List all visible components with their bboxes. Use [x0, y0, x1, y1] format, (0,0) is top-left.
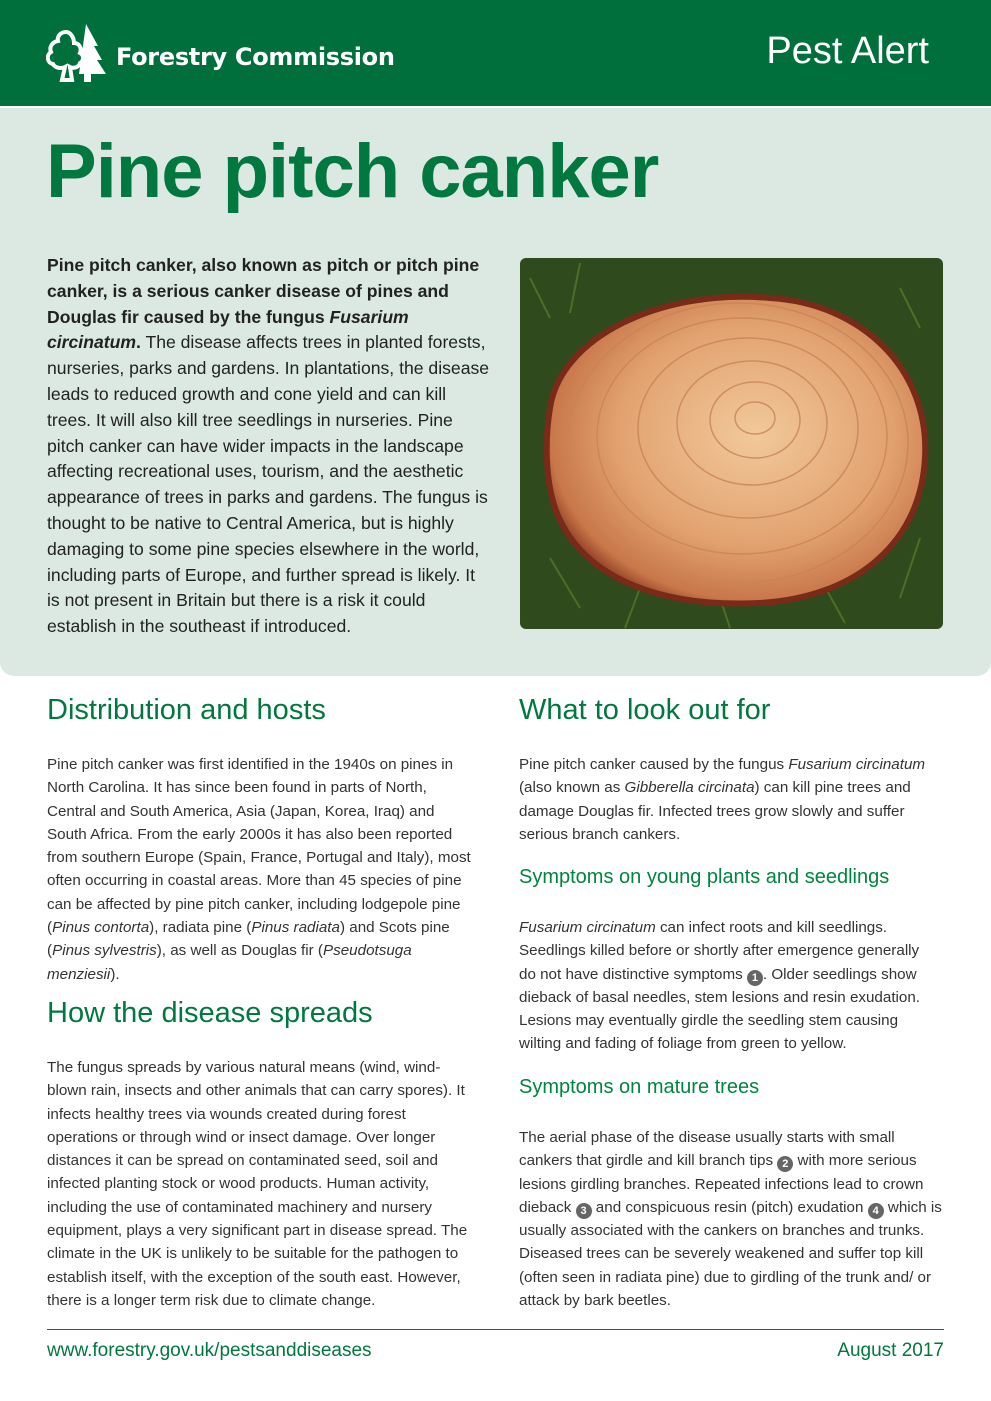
lookout-paragraph [519, 753, 939, 846]
text-segment: ), radiata pine ( [149, 919, 252, 937]
text-segment: Pine pitch canker caused by the fungus [519, 756, 789, 773]
tree-logo-icon [46, 22, 112, 84]
cut-stump-photo [520, 258, 943, 629]
distribution-heading: Distribution and hosts [47, 694, 326, 726]
young-symptoms-paragraph [519, 916, 939, 1056]
text-segment: Fusarium circinatum [47, 306, 409, 353]
lookout-heading: What to look out for [519, 694, 771, 726]
text-segment: ) and Scots pine ( [47, 919, 450, 960]
text-segment: with more serious lesions girdling branches. Repeated infections lead to crown dieback [519, 1152, 924, 1216]
spread-heading: How the disease spreads [47, 997, 373, 1029]
text-segment: ). [110, 965, 120, 983]
text-segment: Fusarium circinatum [519, 919, 656, 936]
page-title: Pine pitch canker [46, 129, 659, 214]
mature-symptoms-paragraph [519, 1126, 947, 1312]
text-segment: ) can kill pine trees and damage Douglas fir. Infected trees grow slowly and suffer serious branch cankers. [519, 779, 911, 843]
text-segment: Gibberella circinata [624, 779, 755, 797]
text-segment: . [135, 332, 141, 353]
distribution-paragraph [47, 753, 477, 986]
text-segment: Pseudotsuga menziesii [47, 942, 412, 983]
header-bar [0, 0, 991, 106]
text-segment: Pinus radiata [251, 919, 340, 937]
figure-number-icon: 1 [747, 970, 763, 986]
text-segment: can infect roots and kill seedlings. Seedlings killed before or shortly after emergence generally do not have distinctive symptoms [519, 919, 920, 983]
website-link[interactable]: www.forestry.gov.uk/pestsanddiseases [47, 1340, 372, 1361]
text-segment: Fusarium circinatum [788, 756, 926, 773]
pest-alert-label: Pest Alert [766, 30, 929, 72]
text-segment: The fungus spreads by various natural means (wind, wind-blown rain, insects and other animals that can carry spores). It infects healthy trees via wounds created during forest operations or through wind or insect damage. Over longer distances it can be spread on contaminated seed, soil and infected planting stock or wood products. Human activity, including the use of contaminated machinery and nursery equipment, plays a very significant part in disease spread. The climate in the UK is unlikely to be suitable for the pathogen to establish itself, with the exception of the south east. However, there is a longer term risk due to climate change. [47, 1059, 468, 1309]
text-segment: and conspicuous resin (pitch) exudation [591, 1198, 868, 1216]
footer-divider [47, 1329, 944, 1330]
text-segment: Pinus contorta [52, 919, 150, 937]
spread-paragraph [47, 1056, 479, 1312]
figure-number-icon: 2 [777, 1156, 793, 1172]
text-segment: The disease affects trees in planted forests, nurseries, parks and gardens. In plantations, the disease leads to reduced growth and cone yield and can kill trees. It will also kill tree seedlings in nurseries. Pine pitch canker can have wider impacts in the landscape affecting recreational uses, tourism, and the aesthetic appearance of trees in parks and gardens. The fungus is thought to be native to Central America, but is highly damaging to some pine species elsewhere in the world, including parts of Europe, and further spread is likely. It is not present in Britain but there is a risk it could establish in the southeast if introduced. [47, 332, 490, 637]
text-segment: Pine pitch canker was first identified in the 1940s on pines in North Carolina. It has since been found in parts of North, Central and South America, Asia (Japan, Korea, Iraq) and South Africa. From the early 2000s it has also been reported from southern Europe (Spain, France, Portugal and Italy), most often occurring in coastal areas. More than 45 species of pine can be affected by pine pitch canker, including lodgepole pine ( [47, 756, 471, 937]
org-name: Forestry Commission [116, 43, 395, 71]
forestry-commission-logo [46, 22, 395, 84]
young-symptoms-heading: Symptoms on young plants and seedlings [519, 866, 890, 888]
text-segment: Pine pitch canker, also known as pitch or pitch pine canker, is a serious canker disease of pines and Douglas fir caused by the fungus [47, 255, 480, 327]
text-segment: . Older seedlings show dieback of basal needles, stem lesions and resin exudation. Lesions may eventually girdle the seedling stem causing wilting and fading of foliage from green to yellow. [519, 965, 921, 1053]
text-segment: The aerial phase of the disease usually starts with small cankers that girdle and kill branch tips [519, 1129, 895, 1170]
figure-number-icon: 4 [868, 1203, 884, 1219]
text-segment: (also known as [519, 779, 625, 797]
publication-date: August 2017 [837, 1340, 944, 1361]
text-segment: ), as well as Douglas fir ( [156, 942, 323, 960]
text-segment: which is usually associated with the cankers on branches and trunks. Diseased trees can be severely weakened and suffer top kill (often seen in radiata pine) due to girdling of the trunk and/ or attack by bark beetles. [519, 1198, 942, 1310]
figure-number-icon: 3 [576, 1203, 592, 1219]
mature-symptoms-heading: Symptoms on mature trees [519, 1076, 760, 1098]
intro-paragraph [47, 253, 492, 640]
text-segment: Pinus sylvestris [52, 942, 157, 960]
